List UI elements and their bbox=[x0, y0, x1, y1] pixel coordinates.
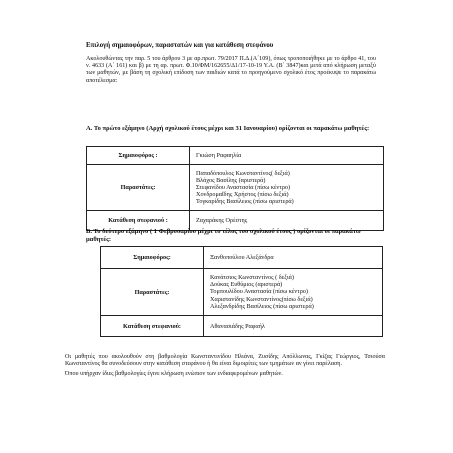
escort-name: Κανάτσιος Κωνσταντίνος ( δεξιά) bbox=[210, 274, 294, 282]
table-row bbox=[101, 247, 383, 269]
escort-name: Χαριστανίδης Κωνσταντίνος(πίσω δεξιά) bbox=[210, 295, 313, 303]
escorts-label: Παραστάτες: bbox=[101, 269, 204, 316]
outro-paragraph: Όπου υπήρχαν ίδιες βαθμολογίες έγινε κλήρωση ενώπιον των ενδιαφερομένων μαθητών. bbox=[65, 370, 283, 377]
escort-name: Αλεξανδρίδης Βασίλειος (πίσω αριστερά) bbox=[210, 302, 314, 310]
escort-name: Δούκας Ευθύμιος (αριστερά) bbox=[210, 281, 283, 289]
escort-name: Τογκαρίδης Βασίλειος (πίσω αριστερά) bbox=[196, 198, 294, 206]
intro-paragraph: Ακολουθώντας την παρ. 5 του άρθρου 3 με αρ.πρωτ. 79/2017 Π.Δ.(Α΄109), όπως τροποποιήθηκε με το άρθρο 41, του ν. 4633 (Α΄ 161) και β) με τη αρ. πρωτ. Φ.10/ΦΜ/162655/Δ1/17-10-19 Υ.Α. (Β΄ 3847)και μετά από κλήρωση μεταξύ των μαθητών, με βάση τη σχολική επίδοση των παιδιών κατά το προηγούμενο σχολικό έτος προέκυψε το παρακάτω αποτέλεσμα: bbox=[86, 56, 376, 84]
outro-text bbox=[65, 354, 385, 380]
section-a-heading: Α. Το πρώτο εξάμηνο (Αρχή σχολικού έτους μέχρι και 31 Ιανουαρίου) ορίζονται οι παρακάτω μαθητές: bbox=[86, 125, 370, 132]
escorts-value bbox=[190, 165, 384, 211]
table-row bbox=[87, 165, 384, 211]
intro-text bbox=[86, 56, 376, 85]
escorts-value bbox=[204, 269, 383, 316]
escort-name: Τομπουλίδου Αναστασία (πίσω κέντρο) bbox=[210, 288, 308, 296]
wreath-label: Κατάθεση στεφανιού : bbox=[87, 211, 190, 231]
table-row bbox=[101, 269, 383, 316]
section-b-heading: Β. Το δεύτερο εξάμηνο ( 1 Φεβρουαρίου μέχρι το τέλος του σχολικού έτους ) ορίζονται οι παρακάτω μαθητές: bbox=[86, 228, 361, 243]
wreath-label: Κατάθεση στεφανιού: bbox=[101, 316, 204, 337]
escorts-label: Παραστάτες: bbox=[87, 165, 190, 211]
escort-name: Στεφανίδου Αναστασία (πίσω κέντρο) bbox=[196, 183, 291, 191]
flag-bearer-value: Ξανθοπούλου Αλεξάνδρα bbox=[204, 247, 383, 269]
escort-name: Βλάχος Βασίλης (αριστερά) bbox=[196, 176, 266, 184]
outro-paragraph: Οι μαθητές που ακολουθούν στη βαθμολογία Κωνσταντινίδου Ηλιάνα, Ζυσίδης Απόλλωνας, Γκίζας Γεώργιος, Τσιούσα Κωνσταντίνος θα συνοδεύσουν στην κατάθεση στεφάνου ή θα είναι διμοιρίτες των τμημάτων αν γίνει παρέλαση. bbox=[65, 354, 385, 368]
document-title: Επιλογή σημαιοφόρων, παραστατών και για κατάθεση στεφάνου bbox=[86, 42, 274, 49]
wreath-value: Ζαχαράκης Ορέστης bbox=[190, 211, 384, 231]
escort-name: Παπαδόπουλος Κωνσταντίνος( δεξιά) bbox=[196, 169, 290, 177]
flag-bearer-label: Σημαιοφόρος : bbox=[87, 147, 190, 165]
wreath-value: Αθανασιάδης Ραφαήλ bbox=[204, 316, 383, 337]
flag-bearer-value: Γκιώση Ραφαηλία bbox=[190, 147, 384, 165]
section-b-table bbox=[100, 246, 383, 337]
escort-name: Χονδρομαΐδης Χρήστος (πίσω δεξιά) bbox=[196, 191, 289, 199]
table-row bbox=[101, 316, 383, 337]
table-row bbox=[87, 147, 384, 165]
flag-bearer-label: Σημαιοφόρος: bbox=[101, 247, 204, 269]
section-a-table bbox=[86, 146, 384, 231]
